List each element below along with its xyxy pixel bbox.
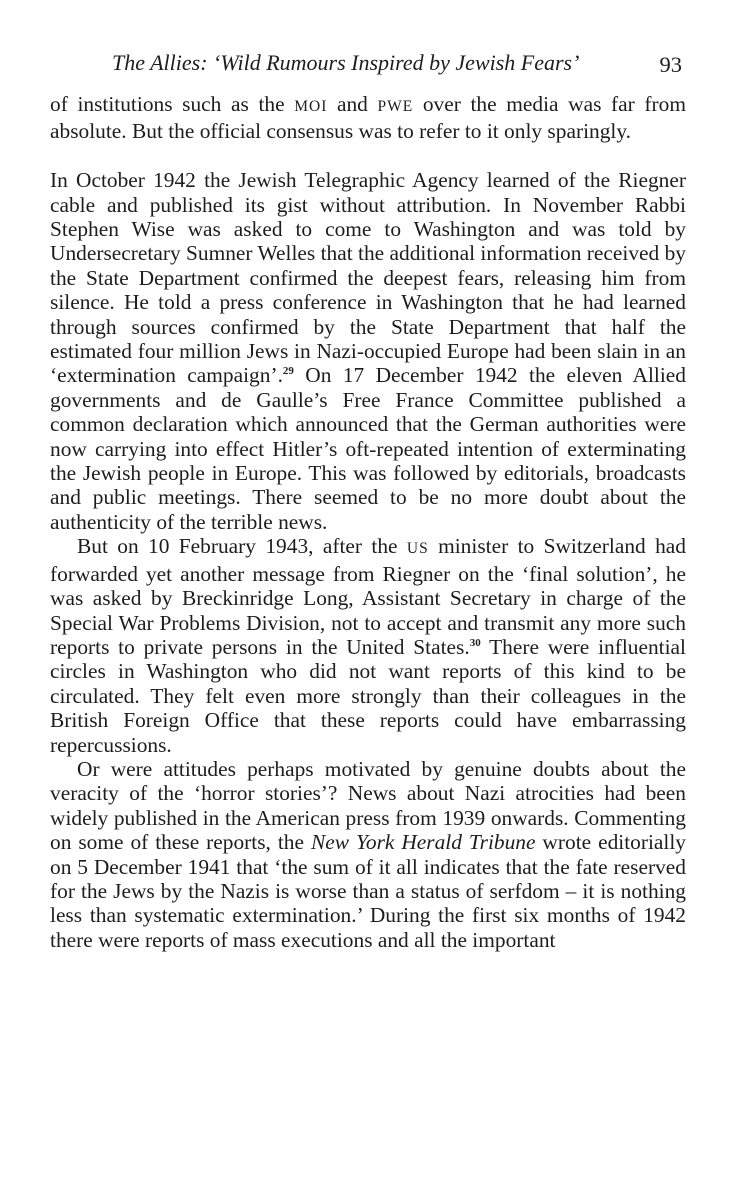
paragraph-riegner-message xyxy=(50,534,686,757)
page-number: 93 xyxy=(659,52,682,77)
text-run: But on 10 February 1943, after the xyxy=(77,534,407,559)
text-run: minister to Switzerland had forwarded yet another message from Riegner on the ‘final solution’, he was asked by Breckinridge Long, Assistant Secretary in charge of the Special War Problems Division, not to accept and transmit any more such reports to private persons in the United States. xyxy=(50,534,686,659)
small-caps-abbrev: US xyxy=(406,540,429,558)
text-run: On 17 December 1942 the eleven Allied governments and de Gaulle’s Free France Committee published a common declaration which announced that the German authorities were now carrying into effect Hitler’s oft-repeated intention of exterminating the Jewish people in Europe. This was followed by editorials, broadcasts and public meetings. There seemed to be no more doubt about the authenticity of the terrible news. xyxy=(50,363,686,534)
footnote-ref: 29 xyxy=(282,365,294,378)
text-run: over the media was far from absolute. But the official consensus was to refer to it only sparingly. xyxy=(50,92,686,144)
footnote-ref: 30 xyxy=(469,636,481,649)
paragraph-jta-report xyxy=(50,168,686,534)
paragraph-horror-stories xyxy=(50,757,686,952)
body-text xyxy=(50,92,686,952)
text-run: and xyxy=(327,92,378,116)
text-run: of institutions such as the xyxy=(50,92,295,116)
page-header xyxy=(50,50,682,86)
text-run: wrote editorially on 5 December 1941 that ‘the sum of it all indicates that the fate reserved for the Jews by the Nazis is worse than a status of serfdom – it is nothing less than systematic extermination.’ During the first six months of 1942 there were reports of mass executions and all the important xyxy=(50,830,687,952)
paragraph-continuation xyxy=(50,92,686,144)
small-caps-abbrev: PWE xyxy=(377,98,414,115)
text-run: There were influential circles in Washington who did not want reports of this kind to be circulated. They felt even more strongly than their colleagues in the British Foreign Office that these reports could have embarrassing repercussions. xyxy=(50,634,686,757)
text-run: Or were attitudes perhaps motivated by genuine doubts about the veracity of the ‘horror stories’? News about Nazi atrocities had been widely published in the American press from 1939 onwards. Commenting on some of these reports, the xyxy=(50,756,686,855)
text-run: In October 1942 the Jewish Telegraphic Agency learned of the Riegner cable and published its gist without attribution. In November Rabbi Stephen Wise was asked to come to Washington and was told by Undersecretary Sumner Welles that the additional information received by the State Department confirmed the deepest fears, releasing him from silence. He told a press conference in Washington that he had learned through sources confirmed by the State Department that half the estimated four million Jews in Nazi-occupied Europe had been slain in an ‘extermination campaign’. xyxy=(50,168,686,388)
running-title: The Allies: ‘Wild Rumours Inspired by Jewish Fears’ xyxy=(112,50,580,75)
small-caps-abbrev: MOI xyxy=(294,98,328,115)
italic-title: New York Herald Tribune xyxy=(310,830,536,855)
